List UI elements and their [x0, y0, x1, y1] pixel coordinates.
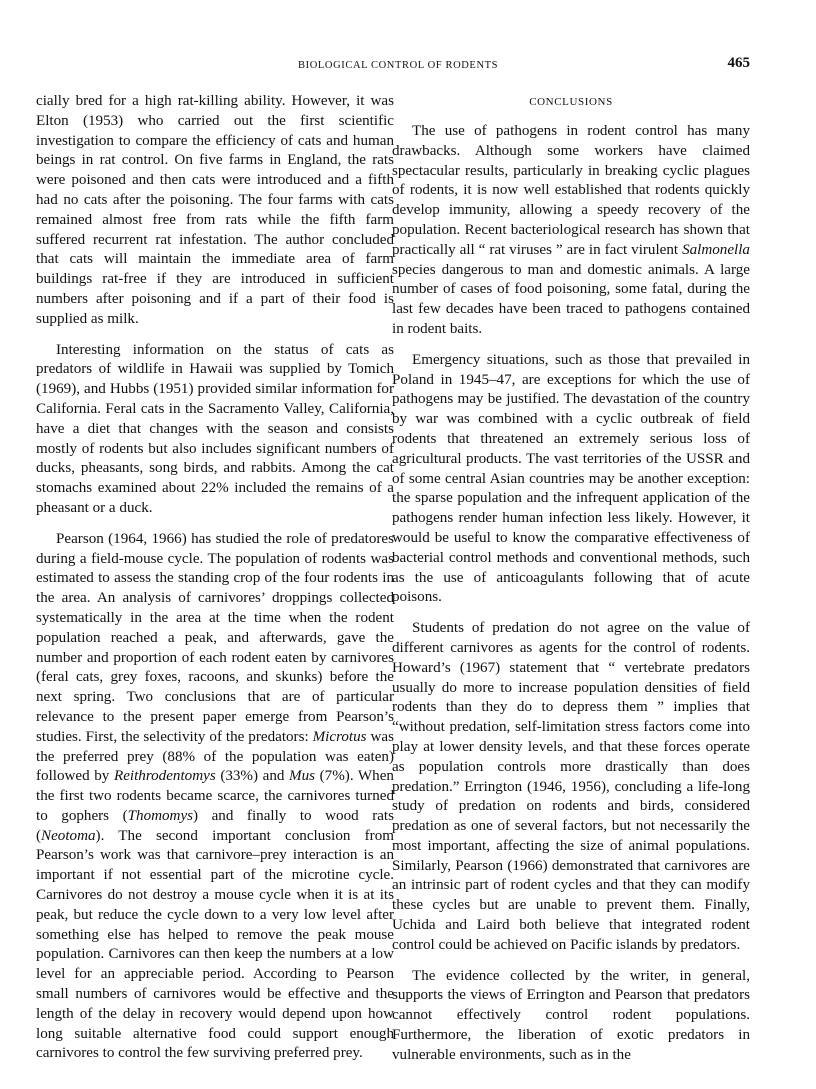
running-head: BIOLOGICAL CONTROL OF RODENTS — [298, 60, 499, 71]
page-number: 465 — [727, 55, 750, 71]
species-name: Mus — [289, 768, 316, 785]
species-name: Reithrodentomys — [113, 768, 216, 785]
paragraph-pathogen-drawbacks: The use of pathogens in rodent control has many drawbacks. Although some workers have claimed spectacular results, particularly in breaking cyclic plagues of rodents, it is now well established that rodents quickly develop immunity, allowing a speedy recovery of the population. Recent bacteriological research has shown that practically all “ rat viruses ” are in fact virulent Salmonella species dangerous to man and domestic animals. A large number of cases of food poisoning, some fatal, during the last few decades have been traced to pathogens contained in rodent baits. — [392, 123, 750, 337]
paragraph-writer-evidence: The evidence collected by the writer, in general, supports the views of Errington and Pearson that predators cannot effectively control rodent populations. Furthermore, the liberation of exotic predators in vulnerable environments, such as in the — [392, 967, 750, 1063]
paragraph-pearson-study: Pearson (1964, 1966) has studied the role of predatores during a field-mouse cycle. The population of rodents was estimated to assess the standing crop of the four rodents in the area. An analysis of carnivores’ droppings collected systematically in the area at the time when the rodent population reached a peak, and afterwards, gave the number and proportion of each rodent eaten by carnivores (feral cats, grey foxes, racoons, and skunks) before the next spring. Two conclusions that are of particular relevance to the present paper emerge from Pearson’s studies. First, the selectivity of the predators: Microtus was the preferred prey (88% of the population was eaten) followed by Reithrodentomys (33%) and Mus (7%). When the first two rodents became scarce, the carnivores turned to gophers (Thomomys) and finally to wood rats (Neotoma). The second important conclusion from Pearson’s work was that carnivore–prey interaction is an important if not essential part of the microtine cycle. Carnivores do not destroy a mouse cycle when it is at its peak, but reduce the cycle down to a very low level after something else has helped to remove the peak mouse population. Carnivores can then keep the numbers at a low level for an appreciable period. According to Pearson small numbers of carnivores would be effective and the length of the delay in recovery would depend upon how long suitable alternative food could support enough carnivores to control the few surviving preferred prey. — [36, 530, 394, 1062]
section-heading-conclusions: CONCLUSIONS — [529, 96, 613, 108]
paragraph-emergency-situations: Emergency situations, such as those that prevailed in Poland in 1945–47, are exceptions for which the use of pathogens may be justified. The devastation of the country by war was combined with a cyclic outbreak of field rodents that threatened an extremely serious loss of agricultural products. The vast territories of the USSR and of some central Asian countries may be another exception: the sparse population and the infrequent application of the pathogens render human infection less likely. However, it would be useful to know the comparative effectiveness of bacterial control methods and conventional methods, such as the use of anticoagulants following that of acute poisons. — [392, 351, 750, 606]
species-name: Microtus — [312, 728, 367, 745]
species-name: Salmonella — [682, 241, 750, 258]
paragraph-predation-views: Students of predation do not agree on the value of different carnivores as agents for the control of rodents. Howard’s (1967) statement that “ vertebrate predators usually do more to increase population densities of field rodents than they do to depress them ” implies that “without predation, self-limitation stress factors come into play at lower density levels, and that these forces operate as population controls more drastically than does predation.” Errington (1946, 1956), concluding a life-long study of predation on rodents and birds, considered predation as one of several factors, but not necessarily the most important, affecting the size of animal populations. Similarly, Pearson (1966) demonstrated that carnivores are an intrinsic part of rodent cycles and that they can modify these cycles but are unable to prevent them. Finally, Uchida and Laird both believe that integrated rodent control could be achieved on Pacific islands by predators. — [392, 620, 750, 953]
paragraph-elton-cats: cially bred for a high rat-killing ability. However, it was Elton (1953) who carried out the first scientific investigation to compare the efficiency of cats and human beings in rat control. On five farms in England, the rats were poisoned and then cats were introduced and a fifth had no cats after the poisoning. The four farms with cats remained almost free from rats while the fifth farm suffered recurrent rat infestation. The author concluded that cats will maintain the immediate area of farm buildings rat-free if they are introduced in sufficient numbers after poisoning and if a part of their food is supplied as milk. — [36, 93, 394, 327]
page-header — [36, 57, 758, 79]
paragraph-hawaii-california-cats: Interesting information on the status of cats as predators of wildlife in Hawaii was supplied by Tomich (1969), and Hubbs (1951) provided similar information for California. Feral cats in the Sacramento Valley, California, have a diet that changes with the season and consists mostly of rodents but also includes significant numbers of ducks, pheasants, song birds, and rabbits. Among the cat stomachs examined about 22% included the remains of a pheasant or a duck. — [36, 341, 394, 516]
right-column — [392, 92, 750, 1066]
left-column — [36, 92, 394, 1064]
species-name: Thomomys — [127, 807, 194, 824]
species-name: Neotoma — [41, 827, 96, 844]
